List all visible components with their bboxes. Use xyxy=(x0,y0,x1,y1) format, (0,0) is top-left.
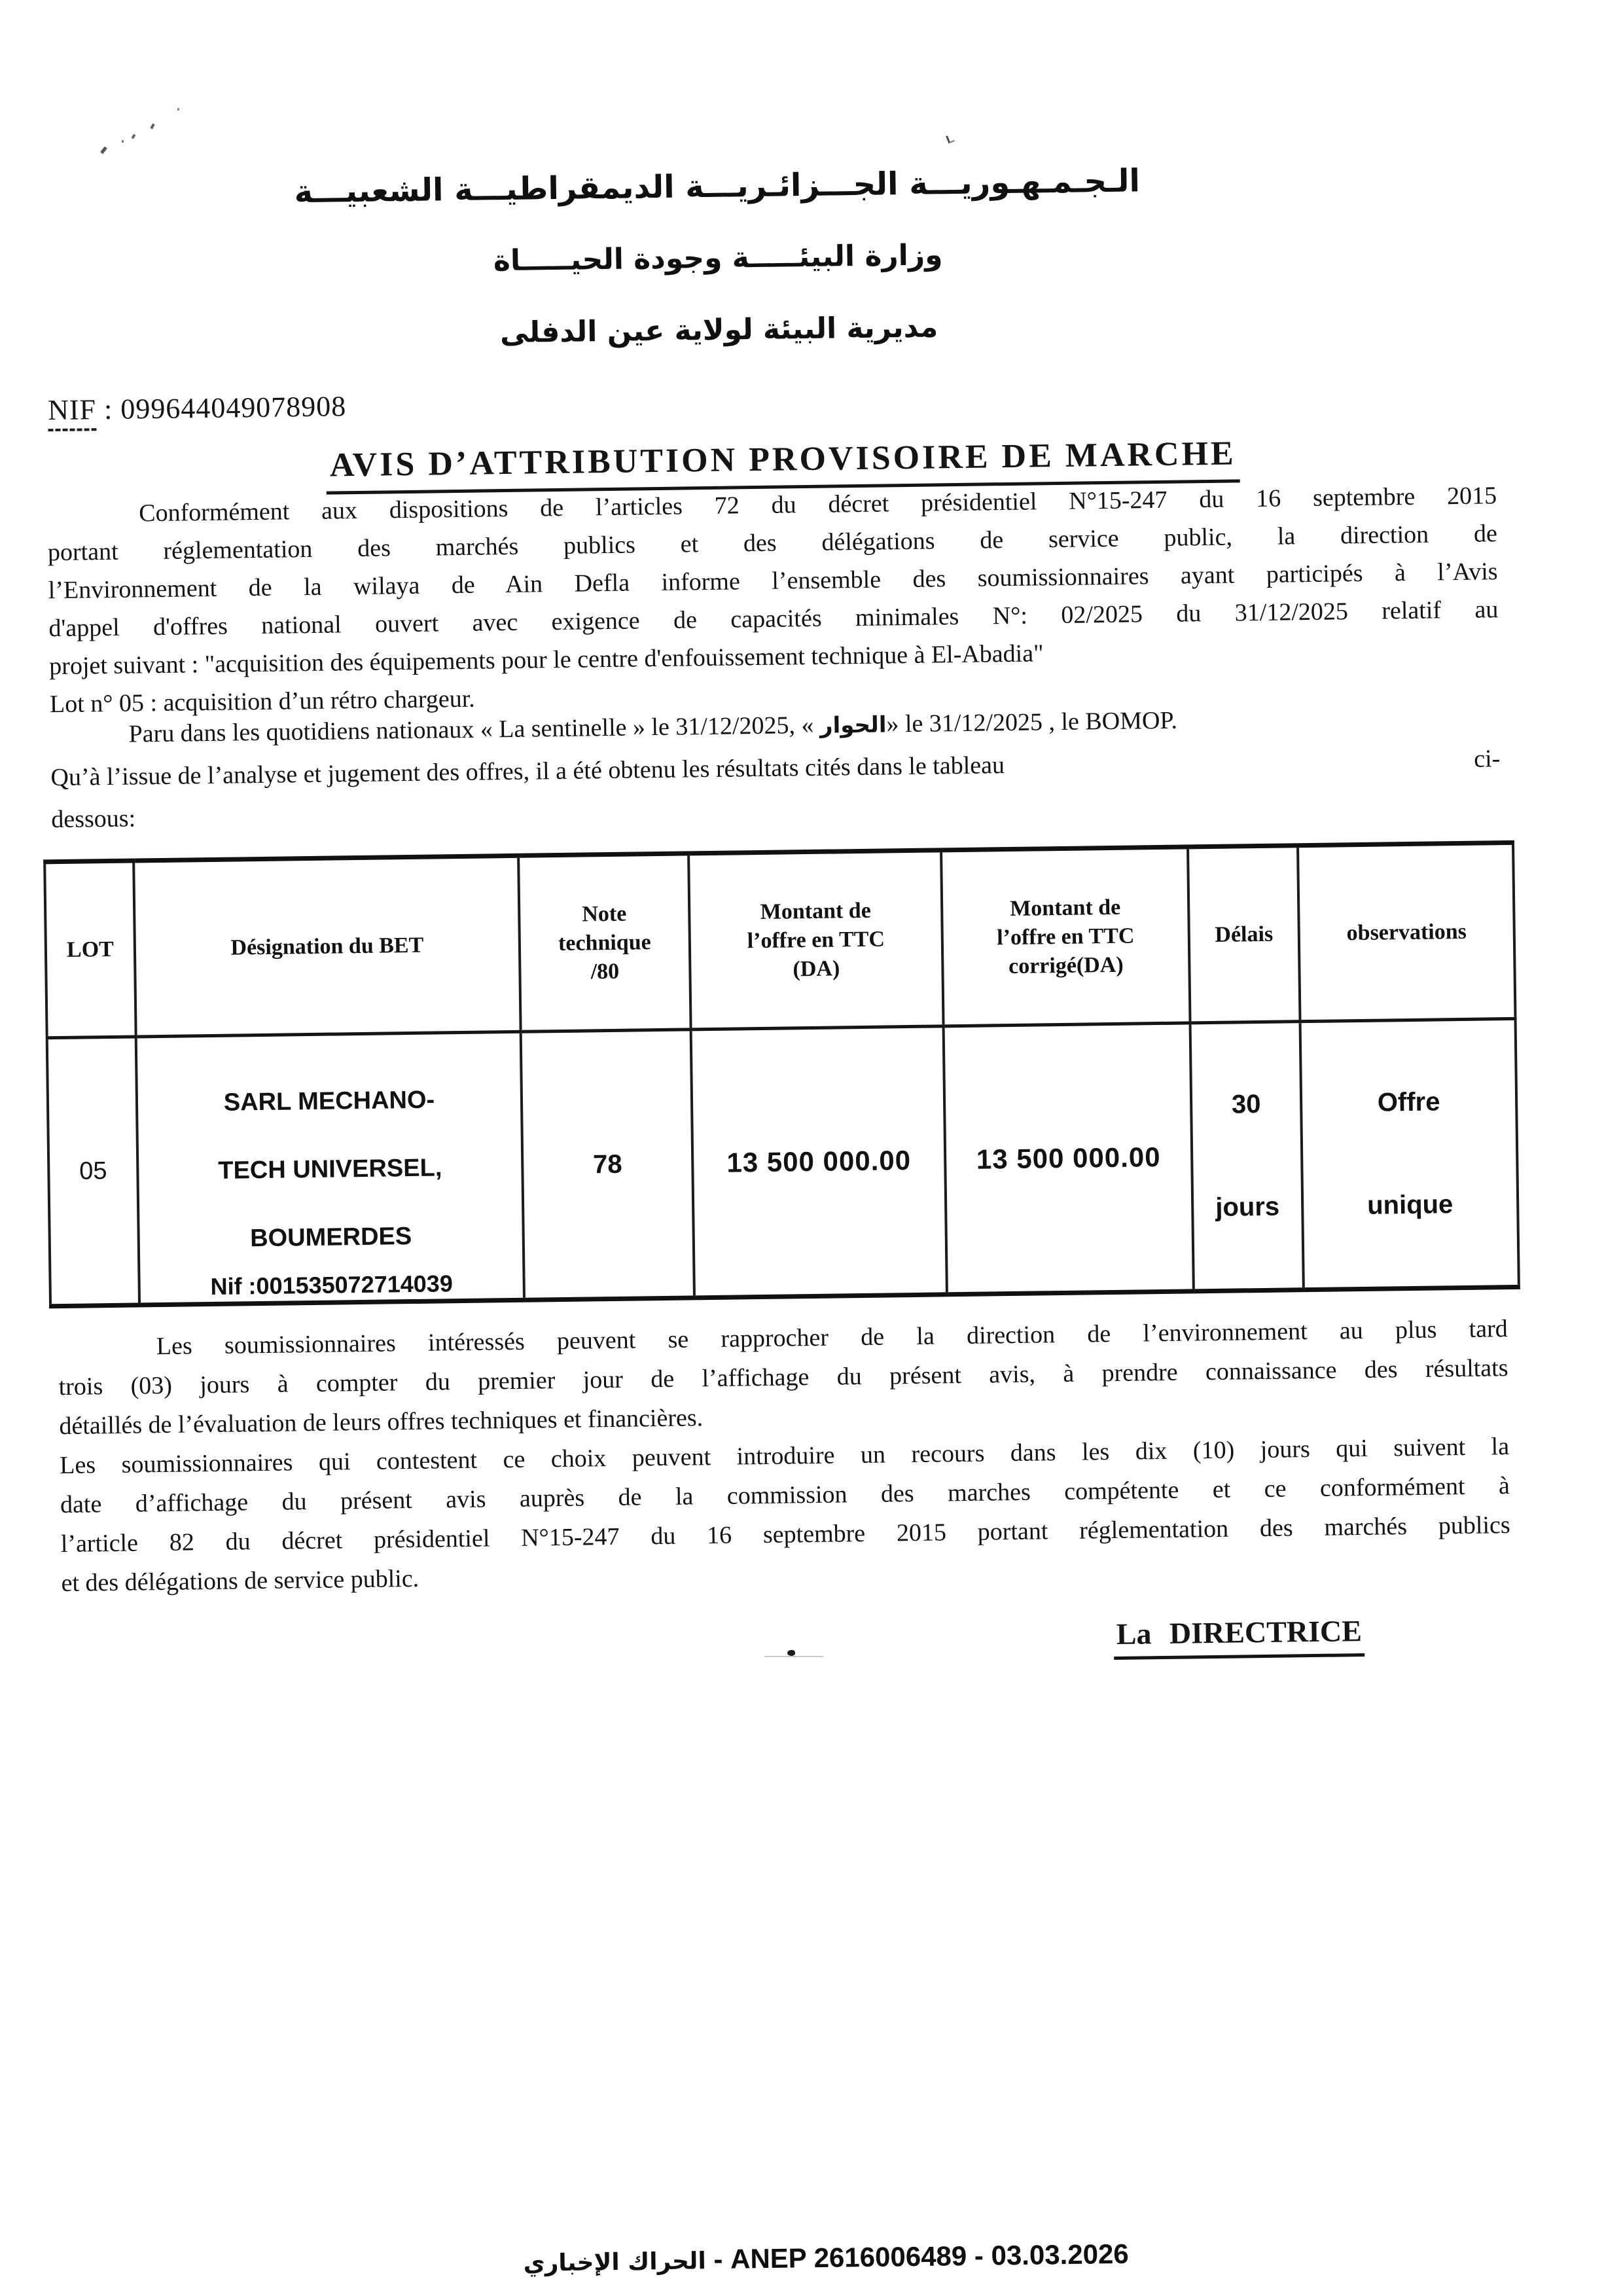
header-note-line: /80 xyxy=(590,959,620,984)
paragraph-line: Les soumissionnaires qui contestent ce choix peuvent introduire un recours dans les dix (10) jours qui suivent la xyxy=(59,1433,1510,1480)
header-montant-line: Montant de xyxy=(760,898,872,924)
signature-directrice: La DIRECTRICE xyxy=(1113,1613,1364,1660)
header-delais: Délais xyxy=(1188,846,1300,1023)
cell-offer-amount: 13 500 000.00 xyxy=(691,1026,947,1298)
header-montant-corrige xyxy=(941,847,1190,1026)
paru-text-after: » le 31/12/2025 , le BOMOP. xyxy=(886,706,1178,738)
scan-speck xyxy=(787,1650,795,1656)
cell-technical-note: 78 xyxy=(521,1030,694,1300)
header-note xyxy=(518,853,690,1031)
paragraph-recours xyxy=(58,1309,1511,1603)
table-data-row xyxy=(47,1018,1519,1306)
paragraph-line: portant réglementation des marchés publics et des délégations de service public, la direction de xyxy=(47,520,1498,567)
result-intro-end: dessous: xyxy=(51,804,136,834)
footer-separator: - xyxy=(705,2243,731,2275)
cell-lot-number: 05 xyxy=(47,1037,139,1306)
anep-footer xyxy=(14,2232,1623,2284)
paragraph-line: projet suivant : "acquisition des équipements pour le centre d'enfouissement technique à El-Abadia" xyxy=(48,639,1044,681)
result-intro-main: Qu’à l’issue de l’analyse et jugement des offres, il a été obtenu les résultats cités dans le tableau xyxy=(50,751,1005,792)
company-name-line: BOUMERDES xyxy=(249,1223,412,1253)
scan-speck xyxy=(177,108,179,111)
stray-pen-mark: - xyxy=(105,842,115,872)
cell-designation xyxy=(136,1031,524,1305)
header-montant-line: l’offre en TTC xyxy=(747,927,885,953)
header-montant-corrige-line: Montant de xyxy=(1009,895,1121,921)
paragraph-line: détaillés de l’évaluation de leurs offres techniques et financières. xyxy=(59,1404,704,1441)
scan-speck xyxy=(764,1656,823,1657)
company-name-line: SARL MECHANO- xyxy=(223,1086,435,1117)
paragraph-line: l’article 82 du décret présidentiel N°15-247 du 16 septembre 2015 portant réglementation des marchés publics xyxy=(60,1511,1510,1558)
arabic-header xyxy=(0,141,1449,376)
header-montant-corrige-line: corrigé(DA) xyxy=(1008,952,1124,978)
arabic-header-line-republic: الـجـمـهـوريـــة الجـــزائـريـــة الديمقراطيـــة الشعبيـــة xyxy=(294,162,1141,211)
nif-line xyxy=(48,389,347,427)
cell-corrected-amount: 13 500 000.00 xyxy=(944,1023,1194,1295)
paragraph-intro xyxy=(47,476,1499,723)
footer-arabic-source: الحراك الإخباري xyxy=(523,2248,707,2277)
header-lot: LOT xyxy=(45,861,136,1038)
paragraph-line: date d’affichage du présent avis auprès de la commission des marches compétente et ce conformément à xyxy=(60,1472,1510,1519)
header-montant-corrige-line: l’offre en TTC xyxy=(996,924,1135,950)
cell-observations xyxy=(1300,1018,1519,1289)
header-observations: observations xyxy=(1298,842,1515,1021)
arabic-header-line-ministry: وزارة البيئـــــة وجودة الحيـــــاة xyxy=(493,238,943,278)
paragraph-line: et des délégations de service public. xyxy=(61,1564,419,1598)
paragraph-line: Les soumissionnaires intéressés peuvent se rapprocher de la direction de l’environnement au plus tard xyxy=(156,1315,1508,1361)
paru-arabic-newspaper: الحوار xyxy=(819,711,887,739)
header-note-line: Note xyxy=(582,901,627,927)
table-header-row xyxy=(45,842,1515,1037)
paragraph-line: trois (03) jours à compter du premier jour de l’affichage du présent avis, à prendre connaissance des résultats xyxy=(58,1354,1508,1401)
company-name-line: TECH UNIVERSEL, xyxy=(218,1154,442,1185)
footer-anep-reference: ANEP 2616006489 - 03.03.2026 xyxy=(730,2238,1130,2274)
observation-line: Offre xyxy=(1377,1087,1440,1117)
results-table xyxy=(43,840,1520,1308)
page-title: AVIS D’ATTRIBUTION PROVISOIRE DE MARCHE xyxy=(325,434,1240,494)
arabic-header-line-directorate: مديرية البيئة لولاية عين الدفلى xyxy=(499,310,938,350)
header-note-line: technique xyxy=(558,929,651,956)
lot-line: Lot n° 05 : acquisition d’un rétro chargeur. xyxy=(49,685,476,719)
header-montant xyxy=(688,850,943,1030)
observation-line: unique xyxy=(1366,1190,1454,1220)
paragraph-line: Conformément aux dispositions de l’articles 72 du décret présidentiel N°15-247 du 16 septembre 2015 xyxy=(138,482,1497,528)
result-intro-tail: ci- xyxy=(1473,745,1501,773)
paru-text-before: Paru dans les quotidiens nationaux « La sentinelle » le 31/12/2025, « xyxy=(128,711,821,748)
company-nif: Nif :001535072714039 xyxy=(210,1270,454,1300)
paragraph-paru xyxy=(50,695,1501,840)
delais-unit: jours xyxy=(1215,1192,1280,1222)
header-designation: Désignation du BET xyxy=(134,855,520,1037)
cell-delais xyxy=(1190,1022,1304,1291)
paragraph-line: d'appel d'offres national ouvert avec exigence de capacités minimales N°: 02/2025 du 31/12/2025 relatif au xyxy=(48,596,1499,643)
paragraph-line: l’Environnement de la wilaya de Ain Defla informe l’ensemble des soumissionnaires ayant participés à l’Avis xyxy=(48,558,1498,605)
nif-value: : 099644049078908 xyxy=(103,390,347,426)
nif-label: NIF xyxy=(48,393,97,431)
delais-value: 30 xyxy=(1231,1090,1261,1119)
scan-speck xyxy=(122,140,124,143)
header-montant-line: (DA) xyxy=(793,956,840,981)
